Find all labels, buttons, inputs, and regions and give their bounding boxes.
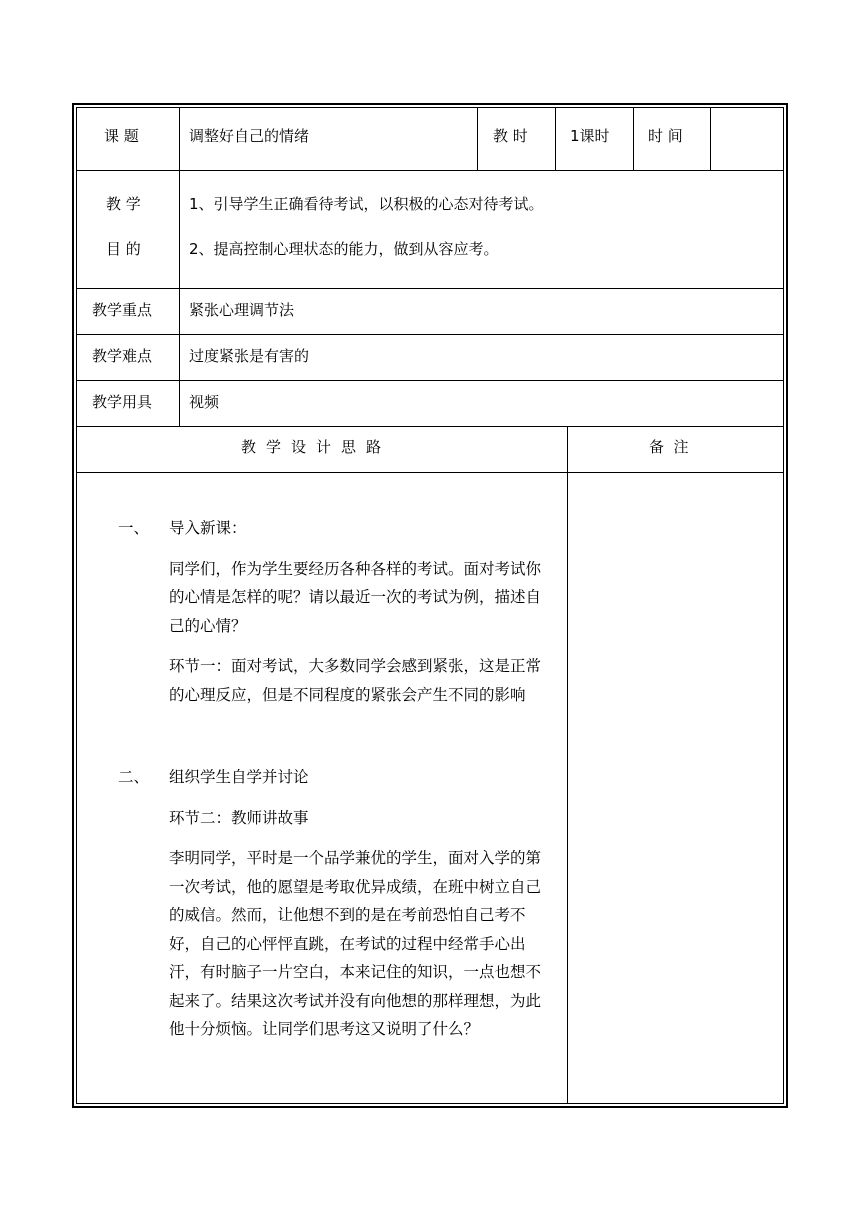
section-paragraph: 环节二：教师讲故事 bbox=[169, 808, 309, 827]
lesson-plan-table bbox=[72, 103, 788, 1108]
row-divider bbox=[77, 288, 783, 289]
tools-label: 教学用具 bbox=[92, 393, 153, 411]
section-paragraph: 环节一：面对考试，大多数同学会感到紧张，这是正常的心理反应，但是不同程度的紧张会产生不同的影响 bbox=[169, 657, 542, 704]
key-point-label: 教学重点 bbox=[92, 301, 153, 319]
topic-value: 调整好自己的情绪 bbox=[189, 127, 310, 145]
objective-item-1: 1、引导学生正确看待考试，以积极的心态对待考试。 bbox=[189, 195, 544, 213]
row-divider bbox=[77, 170, 783, 171]
topic-label: 课 题 bbox=[104, 127, 139, 145]
tools-value: 视频 bbox=[189, 393, 220, 411]
section-title: 组织学生自学并讨论 bbox=[169, 768, 309, 786]
notes-heading: 备 注 bbox=[649, 438, 689, 456]
section-paragraph: 同学们，作为学生要经历各种各样的考试。面对考试你的心情是怎样的呢？请以最近一次的考试为例，描述自己的心情？ bbox=[169, 559, 542, 635]
section-body bbox=[169, 763, 554, 1056]
section-body bbox=[169, 514, 554, 721]
objective-item-2: 2、提高控制心理状态的能力，做到从容应考。 bbox=[189, 240, 499, 258]
objectives-label-line2: 目 的 bbox=[106, 240, 141, 258]
column-divider bbox=[710, 108, 711, 170]
section-number: 一、 bbox=[118, 519, 150, 537]
time-label: 时 间 bbox=[648, 127, 683, 145]
design-heading: 教学设计思路 bbox=[241, 438, 392, 456]
row-divider bbox=[77, 472, 783, 473]
section-paragraph: 李明同学，平时是一个品学兼优的学生，面对入学的第一次考试，他的愿望是考取优异成绩，在班中树立自己的威信。然而，让他想不到的是在考前恐怕自己考不好，自己的心怦怦直跳，在考试的过程中经常手心出汗，有时脑子一片空白，本来记住的知识，一点也想不起来了。结果这次考试并没有向他想的那样理想，为此他十分烦恼。让同学们思考这又说明了什么？ bbox=[169, 849, 542, 1038]
column-divider bbox=[555, 108, 556, 170]
section-number: 二、 bbox=[118, 768, 150, 786]
row-divider bbox=[77, 334, 783, 335]
hours-value: 1课时 bbox=[570, 127, 610, 145]
column-divider bbox=[567, 426, 568, 1103]
column-divider bbox=[633, 108, 634, 170]
row-divider bbox=[77, 426, 783, 427]
difficulty-value: 过度紧张是有害的 bbox=[189, 347, 310, 365]
key-point-value: 紧张心理调节法 bbox=[189, 301, 295, 319]
column-divider bbox=[179, 108, 180, 426]
column-divider bbox=[477, 108, 478, 170]
section-title: 导入新课： bbox=[169, 519, 247, 537]
hours-label: 教 时 bbox=[493, 127, 528, 145]
row-divider bbox=[77, 380, 783, 381]
objectives-label-line1: 教 学 bbox=[106, 195, 141, 213]
difficulty-label: 教学难点 bbox=[92, 347, 153, 365]
